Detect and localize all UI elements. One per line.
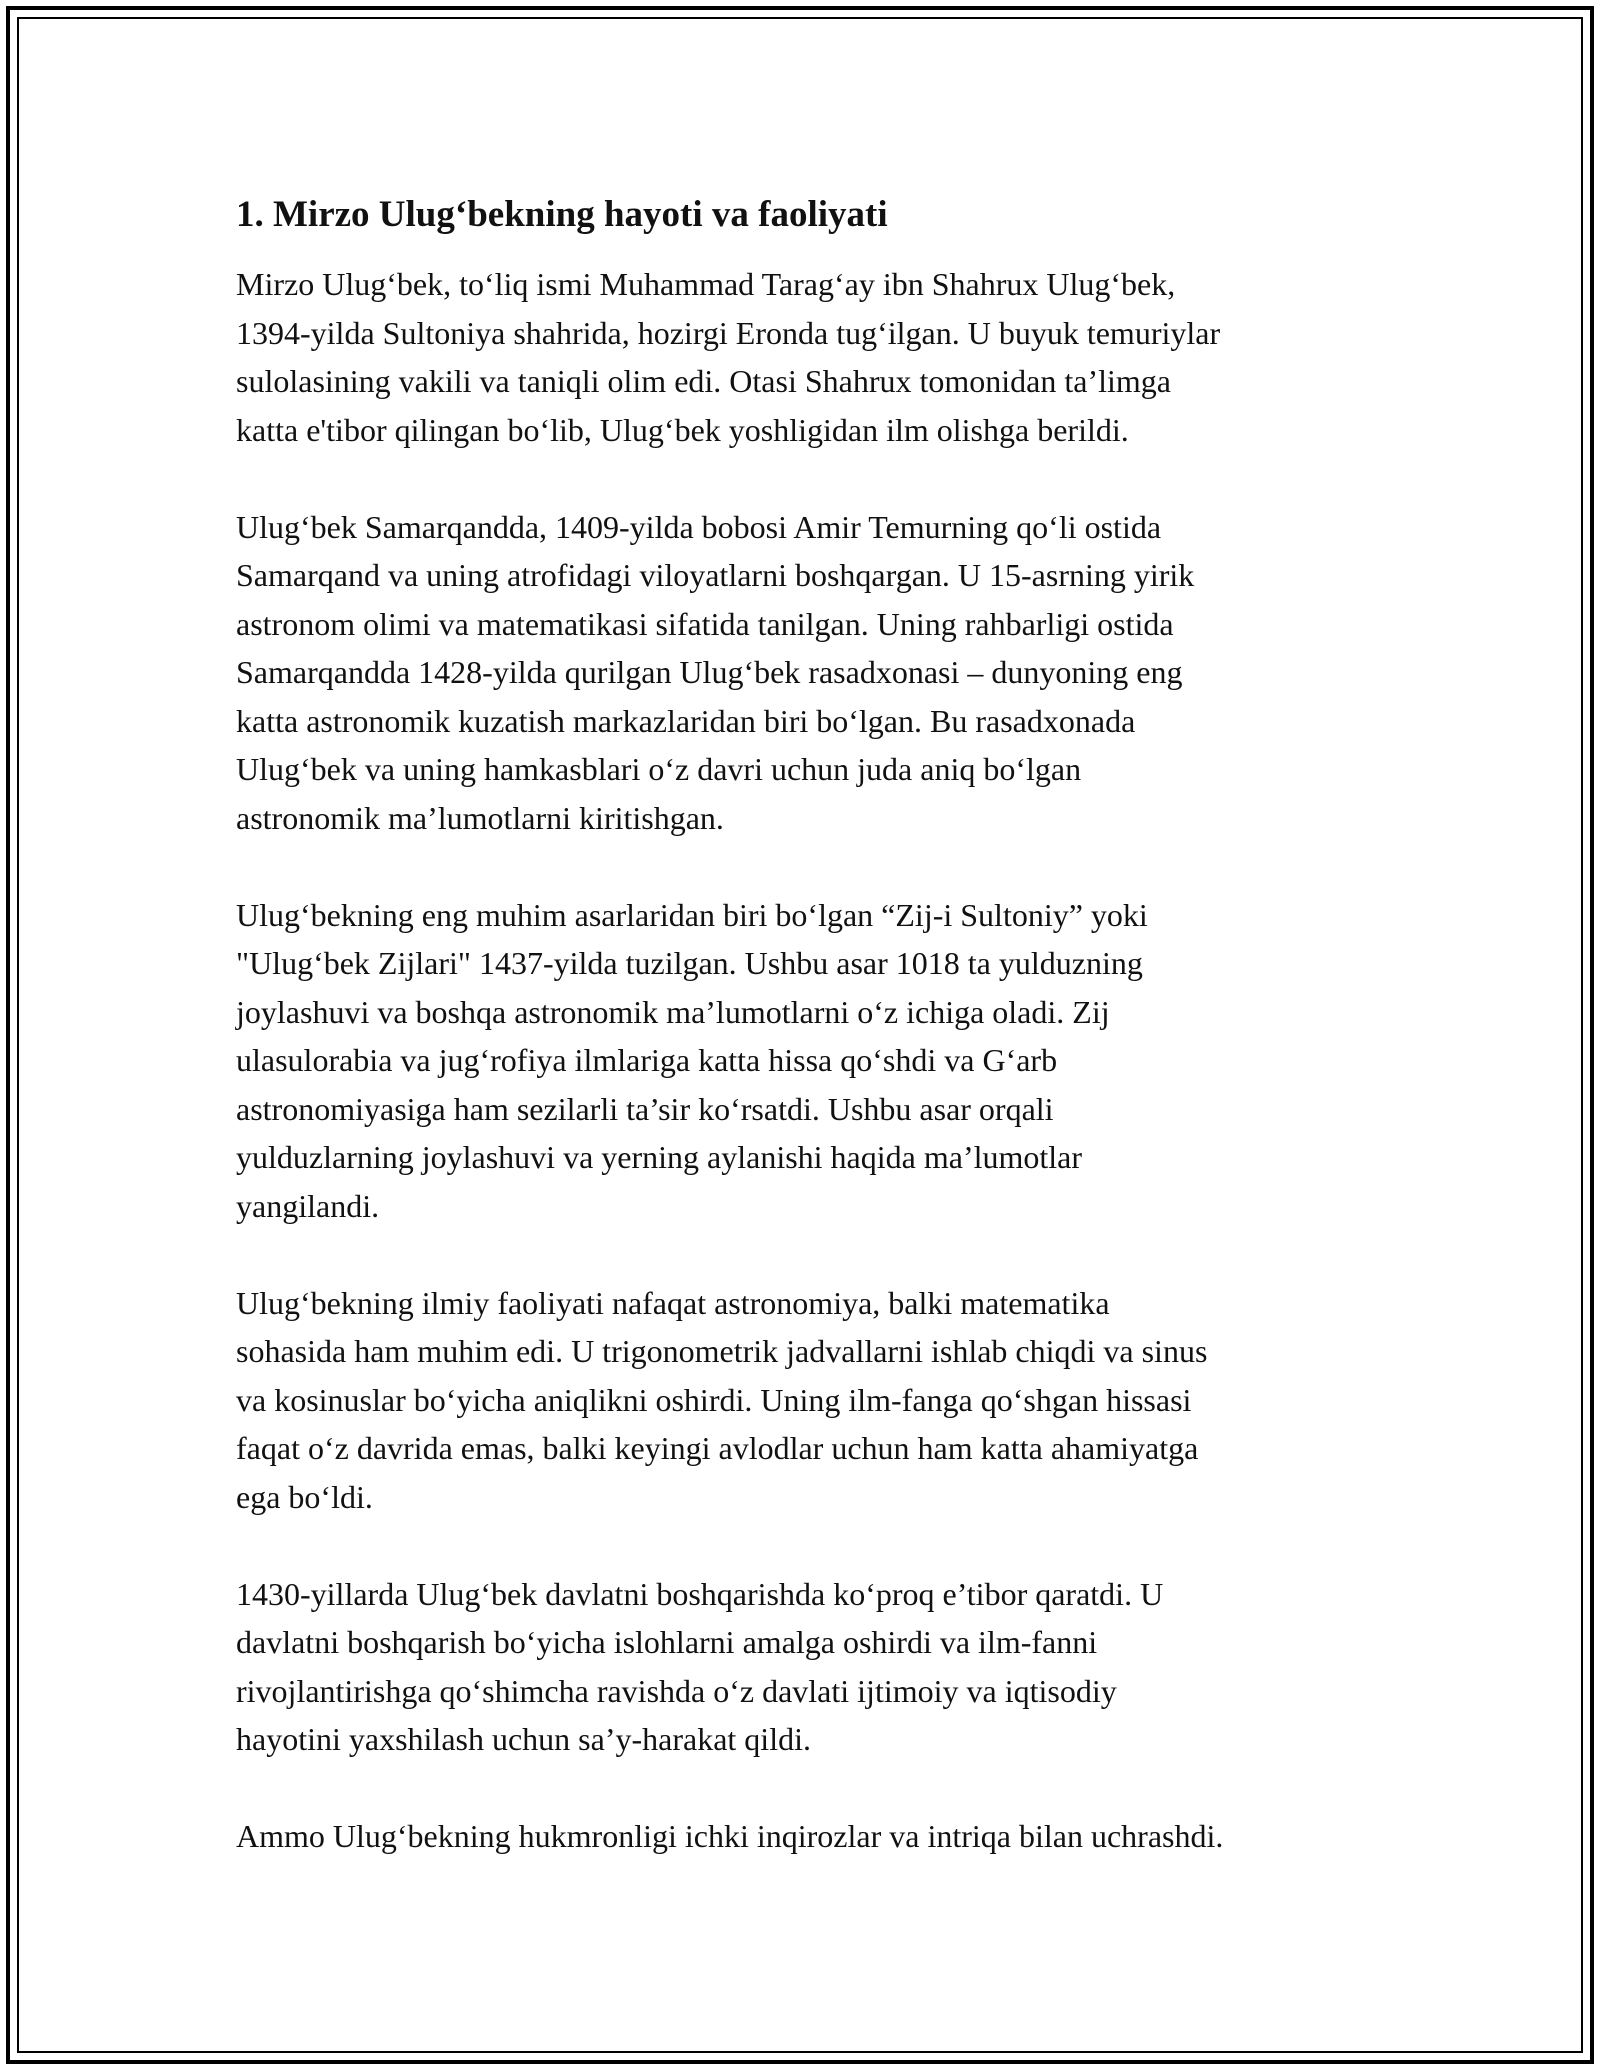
paragraph-crisis: Ammo Ulug‘bekning hukmronligi ichki inqirozlar va intriqa bilan uchrashdi. (236, 1818, 1224, 1854)
section-heading: 1. Mirzo Ulug‘bekning hayoti va faoliyati (236, 194, 888, 235)
document-body (236, 180, 1376, 1909)
paragraph-science: Ulug‘bekning ilmiy faoliyati nafaqat astronomiya, balki matematika sohasida ham muhim edi. U trigonometrik jadvallarni ishlab chiqdi va sinus va kosinuslar bo‘yicha aniqlikni oshirdi. Uning ilm-fanga qo‘shgan hissasi faqat o‘z davrida emas, balki keyingi avlodlar uchun ham katta ahamiyatga ega bo‘ldi. (236, 1284, 1208, 1515)
paragraph-samarkand: Ulug‘bek Samarqandda, 1409-yilda bobosi Amir Temurning qo‘li ostida Samarqand va uning atrofidagi viloyatlarni boshqargan. U 15-asrning yirik astronom olimi va matematikasi sifatida tanilgan. Uning rahbarligi ostida Samarqandda 1428-yilda qurilgan Ulug‘bek rasadxonasi – dunyoning eng katta astronomik kuzatish markazlaridan biri bo‘lgan. Bu rasadxonada Ulug‘bek va uning hamkasblari o‘z davri uchun juda aniq bo‘lgan astronomik ma’lumotlarni kiritishgan. (236, 508, 1195, 836)
paragraph-birth: Mirzo Ulug‘bek, to‘liq ismi Muhammad Tarag‘ay ibn Shahrux Ulug‘bek, 1394-yilda Sultoniya shahrida, hozirgi Eronda tug‘ilgan. U buyuk temuriylar sulolasining vakili va taniqli olim edi. Otasi Shahrux tomonidan ta’limga katta e'tibor qilingan bo‘lib, Ulug‘bek yoshligidan ilm olishga berildi. (236, 266, 1221, 448)
paragraph-zij: Ulug‘bekning eng muhim asarlaridan biri bo‘lgan “Zij-i Sultoniy” yoki "Ulug‘bek Zijlari" 1437-yilda tuzilgan. Ushbu asar 1018 ta yulduzning joylashuvi va boshqa astronomik ma’lumotlarni o‘z ichiga oladi. Zij ulasulorabia va jug‘rofiya ilmlariga katta hissa qo‘shdi va G‘arb astronomiyasiga ham sezilarli ta’sir ko‘rsatdi. Ushbu asar orqali yulduzlarning joylashuvi va yerning aylanishi haqida ma’lumotlar yangilandi. (236, 896, 1148, 1224)
paragraph-governance: 1430-yillarda Ulug‘bek davlatni boshqarishda ko‘proq e’tibor qaratdi. U davlatni boshqarish bo‘yicha islohlarni amalga oshirdi va ilm-fanni rivojlantirishga qo‘shimcha ravishda o‘z davlati ijtimoiy va iqtisodiy hayotini yaxshilash uchun sa’y-harakat qildi. (236, 1575, 1164, 1757)
